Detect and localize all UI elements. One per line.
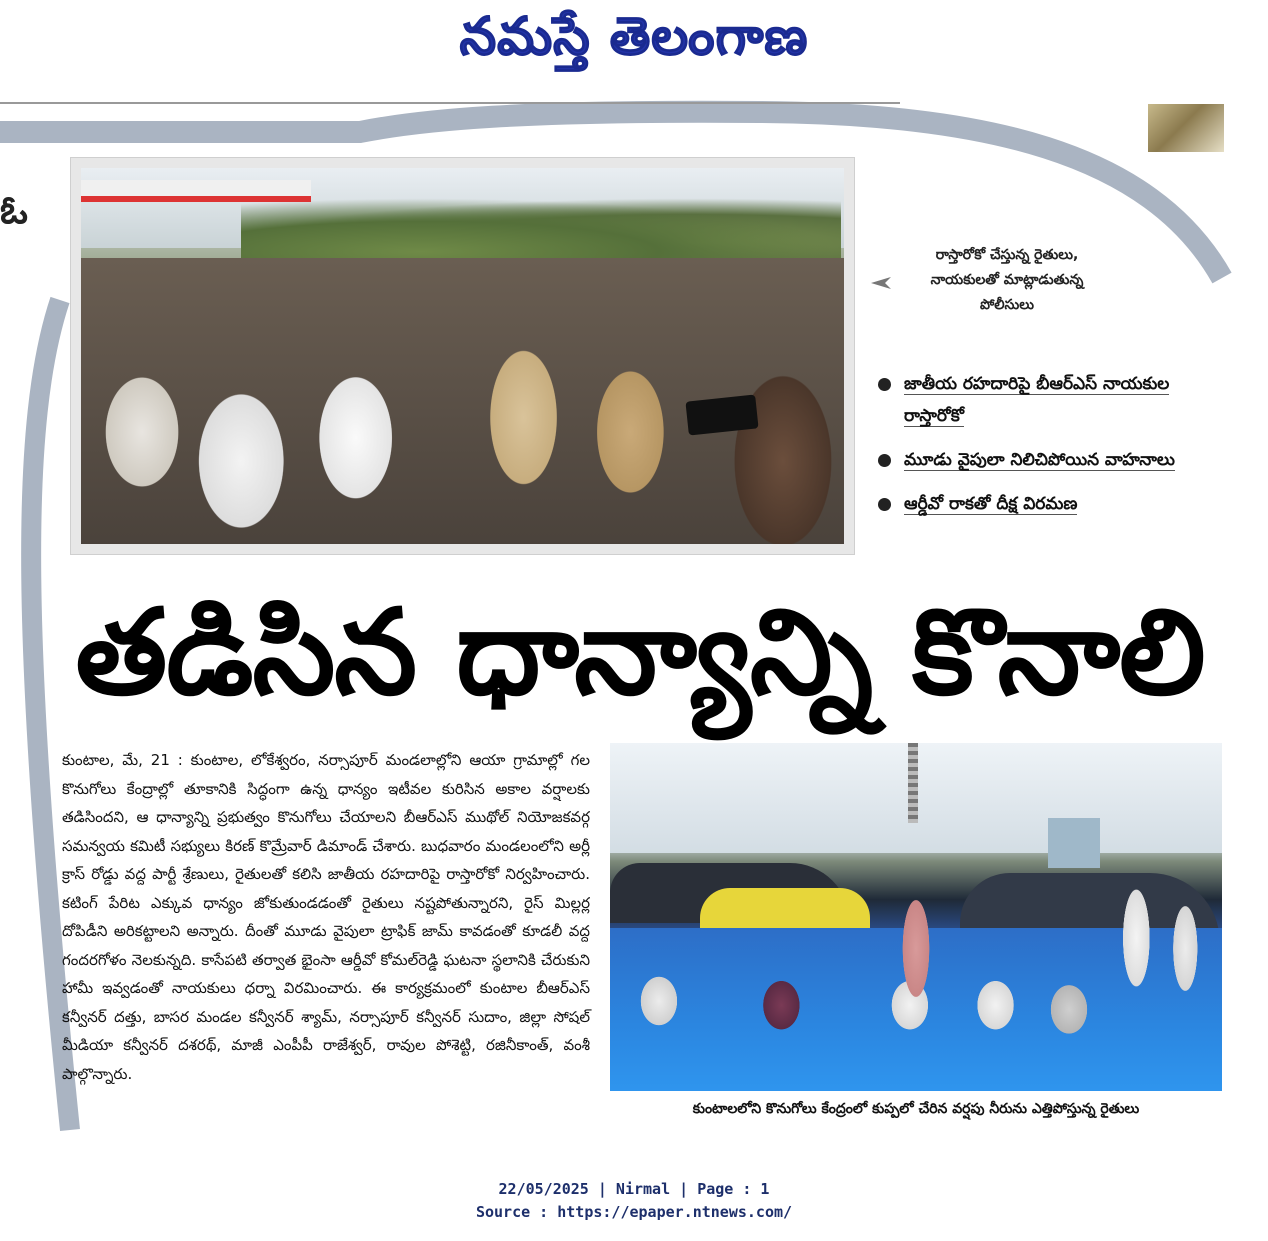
photo-caption-line: రాస్తారోకో చేస్తున్న రైతులు, [935, 247, 1079, 263]
photo-caption-line: పోలీసులు [980, 297, 1034, 313]
photo-phone [685, 394, 758, 435]
farmers-photo-caption: కుంటాలలోని కొనుగోలు కేంద్రంలో కుప్పలో చేరిన వర్షపు నీరును ఎత్తిపోస్తున్న రైతులు [692, 1101, 1140, 1117]
masthead-title: నమస్తే తెలంగాణ [459, 6, 809, 67]
article-paragraph: కుంటాల, మే, 21 : కుంటాల, లోకేశ్వరం, నర్సాపూర్ మండలాల్లోని ఆయా గ్రామాల్లో గల కొనుగోలు కేంద్రాల్లో తూకానికి సిద్ధంగా ఉన్న ధాన్యం ఇటీవల కురిసిన అకాల వర్షాలకు తడిసిందని, ఆ ధాన్యాన్ని ప్రభుత్వం కొనుగోలు చేయాలని బీఆర్‌ఎస్ ముథోల్ నియోజకవర్గ సమన్వయ కమిటీ సభ్యులు కిరణ్ కొమ్రేవార్ డిమాండ్ చేశారు. బుధవారం మండలంలోని అర్లీ క్రాస్ రోడ్డు వద్ద పార్టీ శ్రేణులు, రైతులతో కలిసి జాతీయ రహదారిపై రాస్తారోకో నిర్వహించారు. కటింగ్ పేరిట ఎక్కువ ధాన్యం జోకుతుండడంతో రైతులు నష్టపోతున్నారని, రైస్ మిల్లర్ల దోపిడీని అరికట్టాలని అన్నారు. దీంతో మూడు వైపులా ట్రాఫిక్ జామ్ కావడంతో కూడలీ వద్ద గందరగోళం నెలకున్నది. కాసేపటి తర్వాత భైంసా ఆర్డీవో కోమల్‌రెడ్డి ఘటనా స్థలానికి చేరుకుని హామీ ఇవ్వడంతో నాయకులు ధర్నా విరమించారు. ఈ కార్యక్రమంలో కుంటాల బీఆర్‌ఎస్ కన్వీనర్ దత్తు, బాసర మండల కన్వీనర్ శ్యామ్, నర్సాపూర్ కన్వీనర్ సుదాం, జిల్లా సోషల్ మీడియా కన్వీనర్ దశరథ్, మాజీ ఎంపీపీ రాజేశ్వర్, రావుల పోశెట్టి, రజినీకాంత్, వంశీ పాల్గొన్నారు. [62, 751, 590, 1083]
photo-farmers [610, 833, 1222, 1043]
corner-photo-fragment [1148, 104, 1224, 152]
highlight-item [876, 368, 1206, 432]
protest-photo-image [81, 168, 844, 544]
photo-caption [872, 243, 1142, 318]
masthead-rule [0, 102, 900, 104]
footer-date-edition: 22/05/2025 | Nirmal | Page : 1 [498, 1180, 770, 1198]
photo-caption-line: నాయకులతో మాట్లాడుతున్న [930, 272, 1084, 288]
footer-source-link[interactable]: Source : https://epaper.ntnews.com/ [475, 1203, 793, 1221]
highlight-item [876, 488, 1206, 520]
bullet-icon [878, 378, 891, 391]
farmers-photo [610, 743, 1222, 1091]
protest-photo [70, 157, 855, 555]
photo-fuel-canopy [81, 180, 311, 202]
headline: తడిసిన ధాన్యాన్ని కొనాలి [75, 583, 1205, 721]
highlight-text: మూడు వైపులా నిలిచిపోయిన వాహనాలు [904, 450, 1175, 470]
article-body [62, 746, 590, 1088]
highlights-list [876, 368, 1206, 532]
bullet-icon [878, 498, 891, 511]
left-edge-fragment: ఓ [0, 188, 28, 232]
highlight-text: జాతీయ రహదారిపై బీఆర్‌ఎస్ నాయకుల రాస్తారోకో [904, 374, 1170, 426]
highlight-text: ఆర్డీవో రాకతో దీక్ష విరమణ [904, 494, 1078, 514]
highlight-item [876, 444, 1206, 476]
photo-tower [908, 743, 918, 823]
bullet-icon [878, 454, 891, 467]
